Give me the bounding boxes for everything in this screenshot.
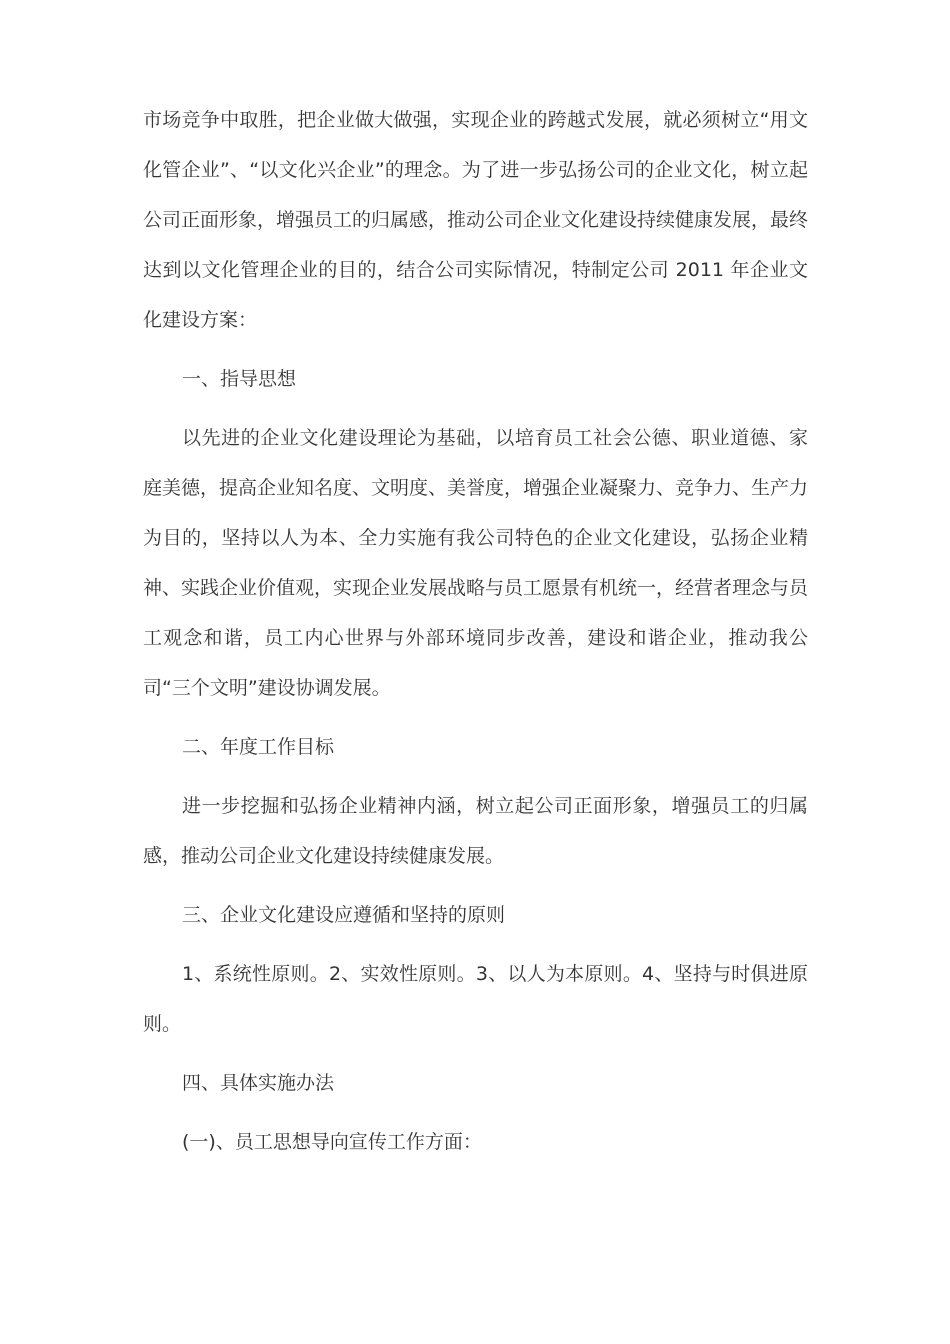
annual-goal-paragraph: 进一步挖掘和弘扬企业精神内涵，树立起公司正面形象，增强员工的归属感，推动公司企业文化建设持续健康发展。 <box>143 795 808 867</box>
section-heading-principles: 三、企业文化建设应遵循和坚持的原则 <box>182 904 506 926</box>
section-heading-implementation: 四、具体实施办法 <box>182 1072 335 1094</box>
section-heading-annual-goal: 二、年度工作目标 <box>182 736 335 758</box>
intro-paragraph: 市场竞争中取胜，把企业做大做强，实现企业的跨越式发展，就必须树立“用文化管企业”、“以文化兴企业”的理念。为了进一步弘扬公司的企业文化，树立起公司正面形象，增强员工的归属感，推动公司企业文化建设持续健康发展，最终达到以文化管理企业的目的，结合公司实际情况，特制定公司 2011 年企业文化建设方案： <box>143 109 809 331</box>
section-heading-guiding-ideology: 一、指导思想 <box>182 368 297 390</box>
principles-paragraph: 1、系统性原则。2、实效性原则。3、以人为本原则。4、坚持与时俱进原则。 <box>143 963 808 1035</box>
guiding-ideology-paragraph: 以先进的企业文化建设理论为基础，以培育员工社会公德、职业道德、家庭美德，提高企业知名度、文明度、美誉度，增强企业凝聚力、竞争力、生产力为目的，坚持以人为本、全力实施有我公司特色的企业文化建设，弘扬企业精神、实践企业价值观，实现企业发展战略与员工愿景有机统一，经营者理念与员工观念和谐，员工内心世界与外部环境同步改善，建设和谐企业，推动我公司“三个文明”建设协调发展。 <box>143 427 809 699</box>
sub-heading-publicity-work: (一)、员工思想导向宣传工作方面： <box>182 1131 482 1153</box>
